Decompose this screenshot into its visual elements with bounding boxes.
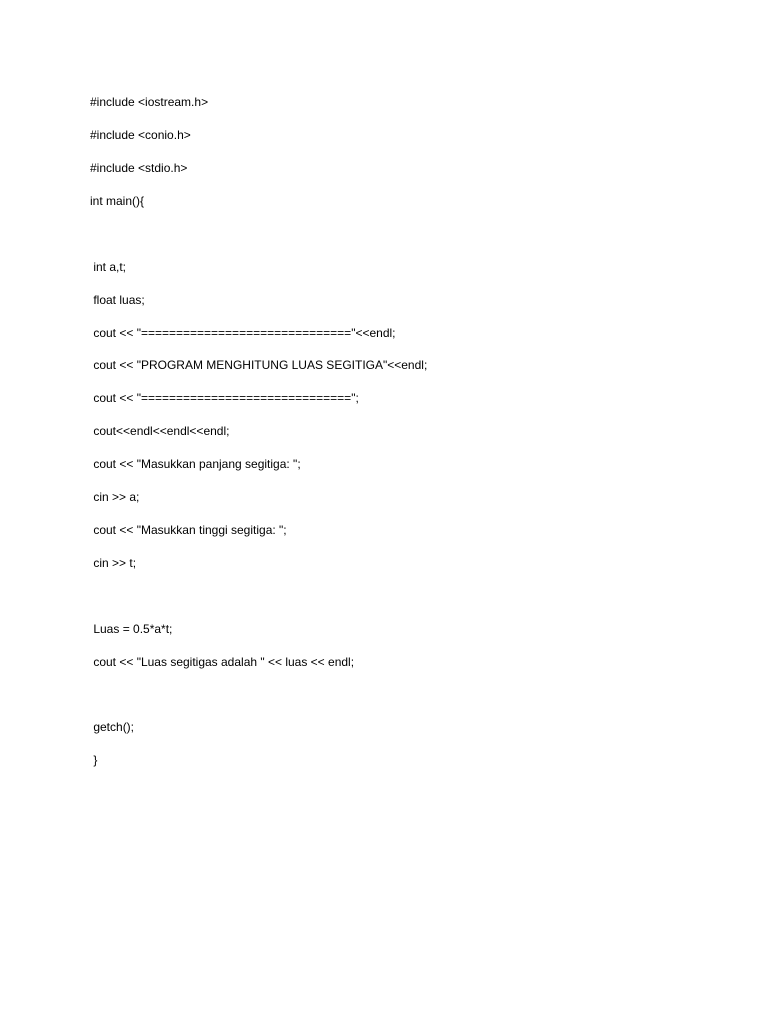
code-line-getch: getch();	[90, 720, 135, 734]
code-line-separator-1: cout << "=============================="<<endl;	[90, 326, 396, 340]
code-line-prompt-length: cout << "Masukkan panjang segitiga: ";	[90, 457, 301, 471]
code-line-area-calculation: Luas = 0.5*a*t;	[90, 622, 173, 636]
code-line-program-title: cout << "PROGRAM MENGHITUNG LUAS SEGITIGA"<<endl;	[90, 358, 428, 372]
code-line-prompt-height: cout << "Masukkan tinggi segitiga: ";	[90, 523, 287, 537]
code-line-output-area: cout << "Luas segitigas adalah " << luas << endl;	[90, 655, 355, 669]
code-line-int-declaration: int a,t;	[90, 260, 127, 274]
code-line-endlines: cout<<endl<<endl<<endl;	[90, 424, 230, 438]
code-line-closing-brace: }	[90, 753, 98, 767]
code-line-include-stdio: #include <stdio.h>	[90, 161, 188, 175]
code-line-float-declaration: float luas;	[90, 293, 145, 307]
code-line-input-t: cin >> t;	[90, 556, 137, 570]
code-line-main-declaration: int main(){	[90, 194, 145, 208]
code-line-include-conio: #include <conio.h>	[90, 128, 191, 142]
code-line-input-a: cin >> a;	[90, 490, 140, 504]
code-line-separator-2: cout << "==============================";	[90, 391, 359, 405]
code-line-include-iostream: #include <iostream.h>	[90, 95, 209, 109]
